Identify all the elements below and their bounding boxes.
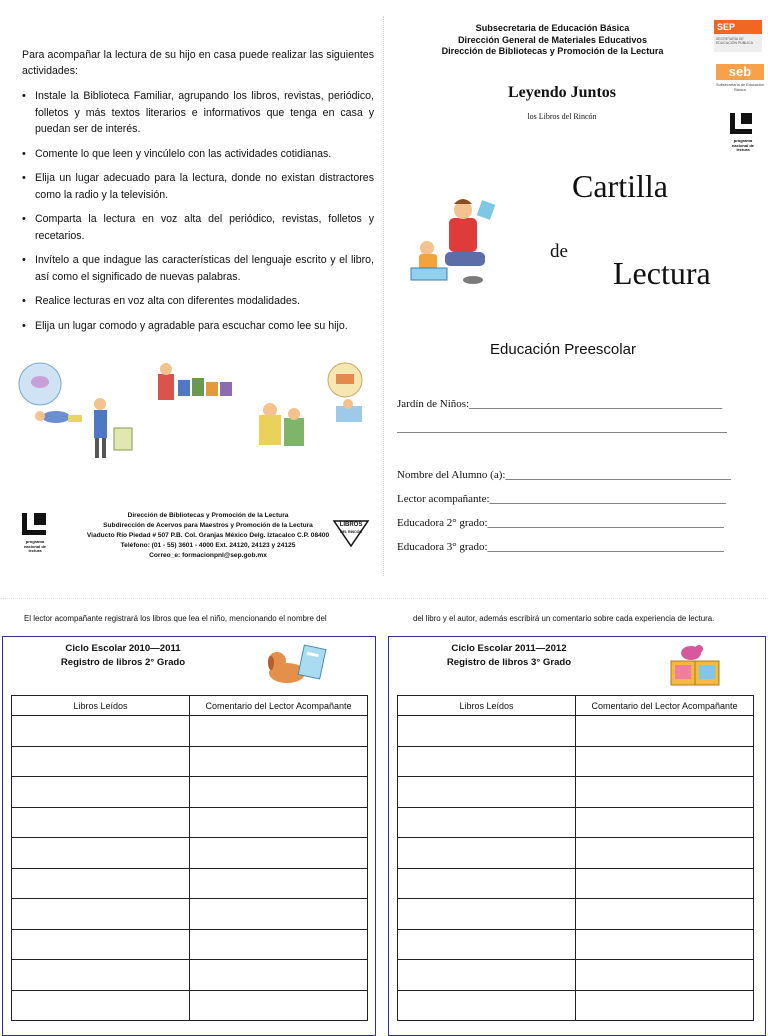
register-table xyxy=(397,695,754,1021)
activities-list xyxy=(22,88,374,342)
table-header-row xyxy=(398,696,754,716)
jardin-field[interactable]: Jardín de Niños:______________________________________________ xyxy=(397,398,723,410)
sep-logo-subtext: SECRETARÍA DE EDUCACIÓN PÚBLICA xyxy=(716,37,753,45)
table-row xyxy=(398,746,754,777)
register-card-3rd-grade xyxy=(388,636,766,1036)
reader-companion-field[interactable]: Lector acompañante:___________________________________________ xyxy=(397,493,727,505)
register-title: Registro de libros 2° Grado xyxy=(60,656,186,668)
book-cell[interactable] xyxy=(12,838,190,869)
pnl-line: nacional de xyxy=(23,543,46,549)
activity-item: • Elija un lugar comodo y agradable para escuchar como lee su hijo. xyxy=(22,318,374,335)
activity-item: • Elija un lugar adecuado para la lectura, donde no existan distractores como la radio y la televisión. xyxy=(22,170,374,203)
seb-logo-text: seb xyxy=(716,64,764,80)
badge-label: LIBROS xyxy=(339,522,363,528)
table-row xyxy=(12,990,368,1021)
comment-cell[interactable] xyxy=(190,746,368,777)
contact-line: Subdirección de Acervos para Maestros y Promoción de la Lectura xyxy=(103,522,313,529)
sep-logo xyxy=(714,20,762,52)
table-row xyxy=(12,929,368,960)
comment-cell[interactable] xyxy=(190,716,368,747)
contact-line: Dirección de Bibliotecas y Promoción de la Lectura xyxy=(127,512,289,519)
column-header-books: Libros Leídos xyxy=(12,696,190,716)
table-row xyxy=(398,807,754,838)
table-row xyxy=(12,899,368,930)
comment-cell[interactable] xyxy=(190,990,368,1021)
comment-cell[interactable] xyxy=(190,838,368,869)
contact-line: Viaducto Río Piedad # 507 P.B. Col. Granjas México Delg. Iztacalco C.P. 08400 xyxy=(86,532,330,539)
comment-cell[interactable] xyxy=(576,838,754,869)
contact-line: Correo_e: formacionpnl@sep.gob.mx xyxy=(149,552,267,559)
dog-reading-icon xyxy=(263,641,329,689)
register-heading xyxy=(3,642,243,669)
cover-word-cartilla: Cartilla xyxy=(572,168,668,204)
table-row xyxy=(12,868,368,899)
table-row xyxy=(398,868,754,899)
table-row xyxy=(398,716,754,747)
comment-cell[interactable] xyxy=(576,960,754,991)
comment-cell[interactable] xyxy=(190,868,368,899)
book-cell[interactable] xyxy=(398,777,576,808)
sep-logo-text: SEP xyxy=(714,20,762,34)
activity-item: • Comente lo que leen y vincúlelo con las actividades cotidianas. xyxy=(22,146,374,163)
pnl-mark-icon xyxy=(22,513,46,535)
table-row xyxy=(398,960,754,991)
comment-cell[interactable] xyxy=(190,777,368,808)
pnl-mark-icon xyxy=(730,113,752,134)
brand-title: Leyendo Juntos xyxy=(507,84,617,101)
pnl-line: programa xyxy=(25,539,45,544)
seb-logo-subtext: Subsecretaría de Educación Básica xyxy=(716,83,764,92)
book-cell[interactable] xyxy=(12,960,190,991)
comment-cell[interactable] xyxy=(190,960,368,991)
comment-cell[interactable] xyxy=(576,777,754,808)
cover-reading-illustration xyxy=(405,196,505,288)
table-row xyxy=(12,746,368,777)
book-cell[interactable] xyxy=(12,746,190,777)
header-institutions xyxy=(420,23,685,58)
table-row xyxy=(398,899,754,930)
intro-text: Para acompañar la lectura de su hijo en casa puede realizar las siguientes actividades: xyxy=(22,49,374,77)
comment-cell[interactable] xyxy=(576,807,754,838)
comment-cell[interactable] xyxy=(190,929,368,960)
children-reading-illustration xyxy=(18,360,380,465)
book-cell[interactable] xyxy=(398,807,576,838)
comment-cell[interactable] xyxy=(576,899,754,930)
activity-item: • Realice lecturas en voz alta con diferentes modalidades. xyxy=(22,293,374,310)
book-cell[interactable] xyxy=(398,929,576,960)
activity-item: • Invítelo a que indague las características del lenguaje escrito y el libro, así como el significado de nuevas palabras. xyxy=(22,252,374,285)
book-cell[interactable] xyxy=(12,899,190,930)
table-row xyxy=(398,929,754,960)
comment-cell[interactable] xyxy=(576,929,754,960)
comment-cell[interactable] xyxy=(190,807,368,838)
book-cell[interactable] xyxy=(12,807,190,838)
comment-cell[interactable] xyxy=(576,990,754,1021)
register-title: Registro de libros 3° Grado xyxy=(446,656,572,668)
register-table xyxy=(11,695,368,1021)
book-cell[interactable] xyxy=(398,960,576,991)
jardin-field-continuation[interactable]: ____________________________________________________________ xyxy=(397,422,727,434)
book-cell[interactable] xyxy=(12,929,190,960)
libros-del-rincon-badge xyxy=(332,517,370,547)
header-line: Dirección de Bibliotecas y Promoción de la Lectura xyxy=(441,46,664,56)
book-cell[interactable] xyxy=(398,990,576,1021)
student-name-field[interactable]: Nombre del Alumno (a):_________________________________________ xyxy=(397,469,731,481)
contact-block xyxy=(62,511,354,561)
column-header-comment: Comentario del Lector Acompañante xyxy=(576,696,754,716)
table-row xyxy=(398,777,754,808)
pnl-line: lectura xyxy=(28,548,42,553)
cover-word-lectura: Lectura xyxy=(613,255,711,291)
instructions-right: del libro y el autor, además escribirá un comentario sobre cada experiencia de lectura. xyxy=(413,614,715,623)
table-row xyxy=(12,716,368,747)
book-cell[interactable] xyxy=(12,868,190,899)
pnl-line: nacional de xyxy=(731,142,754,148)
table-row xyxy=(12,960,368,991)
table-row xyxy=(12,807,368,838)
book-cell[interactable] xyxy=(12,990,190,1021)
programa-nacional-lectura-logo-right xyxy=(730,113,756,153)
teacher-3rd-grade-field[interactable]: Educadora 3° grado:___________________________________________ xyxy=(397,541,725,553)
education-level: Educación Preescolar xyxy=(490,341,636,358)
column-header-comment: Comentario del Lector Acompañante xyxy=(190,696,368,716)
pnl-line: lectura xyxy=(736,147,750,152)
seb-logo xyxy=(716,64,764,98)
column-header-books: Libros Leídos xyxy=(398,696,576,716)
comment-cell[interactable] xyxy=(576,716,754,747)
badge-sublabel: DEL RINCÓN xyxy=(340,530,362,534)
page-fold-vertical xyxy=(383,16,384,576)
table-row xyxy=(12,838,368,869)
register-cycle: Ciclo Escolar 2011—2012 xyxy=(451,643,567,654)
book-cell[interactable] xyxy=(12,777,190,808)
book-animal-icon xyxy=(667,641,725,689)
header-line: Subsecretaria de Educación Básica xyxy=(475,23,630,33)
table-row xyxy=(398,838,754,869)
book-cell[interactable] xyxy=(398,746,576,777)
comment-cell[interactable] xyxy=(576,746,754,777)
book-cell[interactable] xyxy=(398,868,576,899)
table-row xyxy=(398,990,754,1021)
book-cell[interactable] xyxy=(398,899,576,930)
activity-item: • Instale la Biblioteca Familiar, agrupando los libros, revistas, periódico, folletos y más textos literarios e informativos que tenga en casa y puedan ser de interés. xyxy=(22,88,374,138)
instructions-left: El lector acompañante registrará los libros que lea el niño, mencionando el nombre del xyxy=(24,614,327,623)
register-heading xyxy=(389,642,629,669)
register-cycle: Ciclo Escolar 2010—2011 xyxy=(65,643,181,654)
activity-item: • Comparta la lectura en voz alta del periódico, revistas, folletos y recetarios. xyxy=(22,211,374,244)
book-cell[interactable] xyxy=(12,716,190,747)
teacher-2nd-grade-field[interactable]: Educadora 2° grado:___________________________________________ xyxy=(397,517,725,529)
programa-nacional-lectura-logo xyxy=(22,513,48,554)
pnl-line: programa xyxy=(733,138,753,143)
brand-subtitle: los Libros del Rincón xyxy=(527,112,597,121)
register-card-2nd-grade xyxy=(2,636,376,1036)
page-fold-horizontal xyxy=(0,598,768,599)
cover-word-de: de xyxy=(550,241,568,262)
header-line: Dirección General de Materiales Educativos xyxy=(457,34,648,45)
table-header-row xyxy=(12,696,368,716)
book-cell[interactable] xyxy=(398,716,576,747)
table-row xyxy=(12,777,368,808)
contact-line: Teléfono: (01 - 55) 3601 - 4000 Ext. 24120, 24123 y 24125 xyxy=(120,542,296,549)
book-cell[interactable] xyxy=(398,838,576,869)
comment-cell[interactable] xyxy=(190,899,368,930)
comment-cell[interactable] xyxy=(576,868,754,899)
